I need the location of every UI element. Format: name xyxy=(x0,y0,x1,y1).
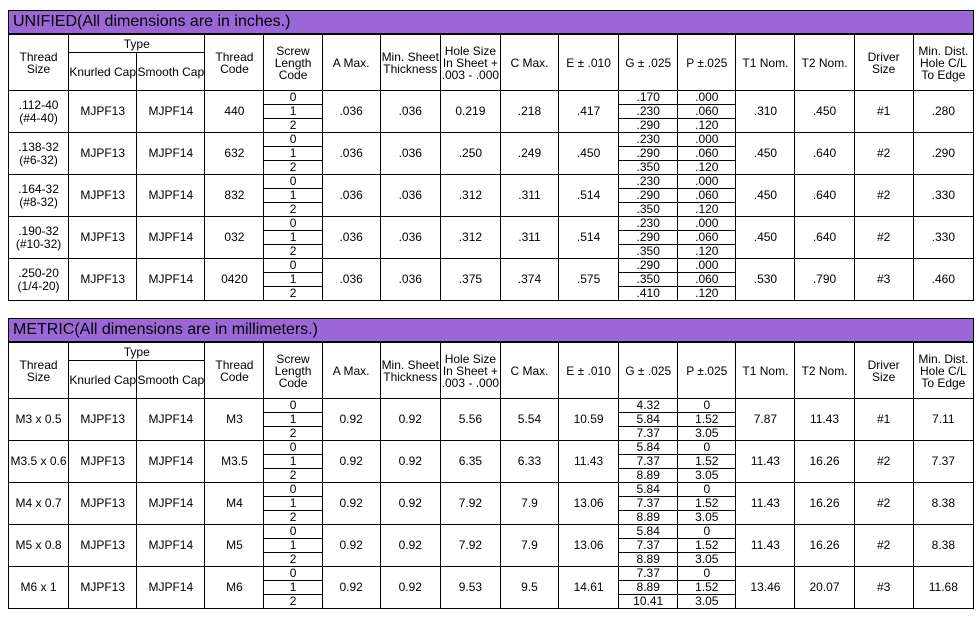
knurled-cap-header: Knurled Cap xyxy=(69,53,137,91)
e-cell: 13.06 xyxy=(559,525,619,567)
min-sheet-thickness-header: Min. Sheet Thickness xyxy=(380,35,440,91)
thread-size-cell: .138-32 (#6-32) xyxy=(9,133,69,175)
g-cell: .410 xyxy=(619,287,678,301)
t2-nom-header: T2 Nom. xyxy=(795,35,854,91)
p-cell: .060 xyxy=(678,147,736,161)
metric-body xyxy=(9,399,974,609)
thread-size-cell: M6 x 1 xyxy=(9,567,69,609)
c-max-cell: 7.9 xyxy=(500,525,558,567)
screw-length-code-cell: 1 xyxy=(264,231,322,245)
c-max-header: C Max. xyxy=(500,35,558,91)
thread-size-header: Thread Size xyxy=(9,343,69,399)
knurled-cap-cell: MJPF13 xyxy=(69,483,137,525)
a-max-cell: 0.92 xyxy=(322,567,380,609)
c-max-cell: .311 xyxy=(500,217,558,259)
p-cell: .000 xyxy=(678,133,736,147)
screw-length-code-cell: 1 xyxy=(264,273,322,287)
hole-size-cell: 0.219 xyxy=(440,91,500,133)
p-cell: .120 xyxy=(678,245,736,259)
table-row xyxy=(9,399,974,413)
min-sheet-thickness-cell: .036 xyxy=(380,91,440,133)
t1-nom-header: T1 Nom. xyxy=(736,35,795,91)
min-dist-cell: 8.38 xyxy=(913,483,973,525)
screw-length-code-cell: 1 xyxy=(264,539,322,553)
type-header: Type xyxy=(69,35,205,53)
driver-size-cell: #2 xyxy=(854,175,913,217)
table-header xyxy=(9,343,974,399)
screw-length-code-cell: 0 xyxy=(264,525,322,539)
t2-nom-cell: 16.26 xyxy=(795,483,854,525)
g-cell: .350 xyxy=(619,245,678,259)
screw-length-code-header: Screw Length Code xyxy=(264,35,322,91)
knurled-cap-cell: MJPF13 xyxy=(69,441,137,483)
p-cell: 1.52 xyxy=(678,455,736,469)
screw-length-code-cell: 0 xyxy=(264,259,322,273)
driver-size-cell: #2 xyxy=(854,217,913,259)
table-row xyxy=(9,217,974,231)
knurled-cap-cell: MJPF13 xyxy=(69,217,137,259)
t2-nom-cell: 16.26 xyxy=(795,525,854,567)
min-dist-cell: 7.37 xyxy=(913,441,973,483)
thread-size-cell: M3 x 0.5 xyxy=(9,399,69,441)
p-cell: 3.05 xyxy=(678,427,736,441)
t2-nom-header: T2 Nom. xyxy=(795,343,854,399)
hole-size-header: Hole Size In Sheet + .003 - .000 xyxy=(440,343,500,399)
min-sheet-thickness-cell: 0.92 xyxy=(380,483,440,525)
type-header: Type xyxy=(69,343,205,361)
c-max-cell: 5.54 xyxy=(500,399,558,441)
a-max-cell: 0.92 xyxy=(322,483,380,525)
screw-length-code-cell: 2 xyxy=(264,119,322,133)
p-cell: 1.52 xyxy=(678,497,736,511)
p-cell: .060 xyxy=(678,105,736,119)
min-dist-cell: 8.38 xyxy=(913,525,973,567)
g-cell: .230 xyxy=(619,105,678,119)
g-cell: 7.37 xyxy=(619,497,678,511)
min-sheet-thickness-cell: 0.92 xyxy=(380,441,440,483)
g-cell: 8.89 xyxy=(619,511,678,525)
min-dist-cell: .280 xyxy=(913,91,973,133)
smooth-cap-cell: MJPF14 xyxy=(137,399,205,441)
table-row xyxy=(9,175,974,189)
thread-code-cell: 440 xyxy=(205,91,264,133)
driver-size-cell: #3 xyxy=(854,259,913,301)
screw-length-code-header: Screw Length Code xyxy=(264,343,322,399)
thread-size-cell: .164-32 (#8-32) xyxy=(9,175,69,217)
hole-size-cell: 5.56 xyxy=(440,399,500,441)
e-cell: .575 xyxy=(559,259,619,301)
knurled-cap-cell: MJPF13 xyxy=(69,259,137,301)
driver-size-cell: #3 xyxy=(854,567,913,609)
p-cell: 0 xyxy=(678,525,736,539)
metric-title: METRIC(All dimensions are in millimeters.) xyxy=(8,318,974,342)
driver-size-cell: #1 xyxy=(854,91,913,133)
e-tolerance-header: E ± .010 xyxy=(559,35,619,91)
t2-nom-cell: .640 xyxy=(795,175,854,217)
hole-size-cell: 7.92 xyxy=(440,525,500,567)
g-cell: 8.89 xyxy=(619,469,678,483)
p-cell: .000 xyxy=(678,217,736,231)
a-max-header: A Max. xyxy=(322,343,380,399)
thread-size-cell: .112-40 (#4-40) xyxy=(9,91,69,133)
t1-nom-header: T1 Nom. xyxy=(736,343,795,399)
driver-size-cell: #2 xyxy=(854,441,913,483)
t1-nom-cell: 11.43 xyxy=(736,441,795,483)
thread-size-cell: M4 x 0.7 xyxy=(9,483,69,525)
min-sheet-thickness-cell: .036 xyxy=(380,259,440,301)
t1-nom-cell: .450 xyxy=(736,175,795,217)
min-sheet-thickness-header: Min. Sheet Thickness xyxy=(380,343,440,399)
p-cell: .120 xyxy=(678,161,736,175)
t2-nom-cell: 16.26 xyxy=(795,441,854,483)
t1-nom-cell: .450 xyxy=(736,217,795,259)
p-cell: .000 xyxy=(678,175,736,189)
screw-length-code-cell: 2 xyxy=(264,203,322,217)
thread-code-cell: M4 xyxy=(205,483,264,525)
screw-length-code-cell: 0 xyxy=(264,91,322,105)
g-cell: 5.84 xyxy=(619,413,678,427)
min-dist-cell: .330 xyxy=(913,217,973,259)
thread-code-cell: M3.5 xyxy=(205,441,264,483)
screw-length-code-cell: 1 xyxy=(264,455,322,469)
p-cell: .060 xyxy=(678,273,736,287)
e-cell: 14.61 xyxy=(559,567,619,609)
screw-length-code-cell: 2 xyxy=(264,245,322,259)
e-cell: 11.43 xyxy=(559,441,619,483)
knurled-cap-cell: MJPF13 xyxy=(69,91,137,133)
g-cell: 7.37 xyxy=(619,455,678,469)
min-dist-cell: .330 xyxy=(913,175,973,217)
table-row xyxy=(9,91,974,105)
e-tolerance-header: E ± .010 xyxy=(559,343,619,399)
p-cell: .120 xyxy=(678,119,736,133)
p-cell: .060 xyxy=(678,189,736,203)
g-cell: .290 xyxy=(619,231,678,245)
hole-size-cell: 7.92 xyxy=(440,483,500,525)
g-cell: 10.41 xyxy=(619,595,678,609)
unified-table xyxy=(8,34,974,301)
a-max-cell: .036 xyxy=(322,175,380,217)
t2-nom-cell: .450 xyxy=(795,91,854,133)
metric-table xyxy=(8,342,974,609)
c-max-header: C Max. xyxy=(500,343,558,399)
g-cell: .290 xyxy=(619,259,678,273)
p-tolerance-header: P ±.025 xyxy=(678,343,736,399)
table-row xyxy=(9,259,974,273)
g-cell: .350 xyxy=(619,273,678,287)
knurled-cap-cell: MJPF13 xyxy=(69,175,137,217)
e-cell: .450 xyxy=(559,133,619,175)
t2-nom-cell: 20.07 xyxy=(795,567,854,609)
thread-code-header: Thread Code xyxy=(205,35,264,91)
p-cell: 1.52 xyxy=(678,581,736,595)
g-tolerance-header: G ± .025 xyxy=(619,343,678,399)
g-cell: .230 xyxy=(619,133,678,147)
min-sheet-thickness-cell: 0.92 xyxy=(380,525,440,567)
a-max-cell: .036 xyxy=(322,91,380,133)
hole-size-cell: 9.53 xyxy=(440,567,500,609)
g-cell: .170 xyxy=(619,91,678,105)
g-cell: 7.37 xyxy=(619,539,678,553)
screw-length-code-cell: 0 xyxy=(264,441,322,455)
screw-length-code-cell: 1 xyxy=(264,581,322,595)
p-cell: 3.05 xyxy=(678,511,736,525)
a-max-cell: 0.92 xyxy=(322,399,380,441)
min-dist-cell: .460 xyxy=(913,259,973,301)
t1-nom-cell: .450 xyxy=(736,133,795,175)
screw-length-code-cell: 1 xyxy=(264,413,322,427)
smooth-cap-cell: MJPF14 xyxy=(137,133,205,175)
screw-length-code-cell: 2 xyxy=(264,469,322,483)
g-cell: .290 xyxy=(619,147,678,161)
a-max-cell: .036 xyxy=(322,259,380,301)
g-cell: .290 xyxy=(619,119,678,133)
t1-nom-cell: 13.46 xyxy=(736,567,795,609)
g-cell: 4.32 xyxy=(619,399,678,413)
c-max-cell: .311 xyxy=(500,175,558,217)
p-cell: 0 xyxy=(678,399,736,413)
e-cell: .417 xyxy=(559,91,619,133)
table-row xyxy=(9,133,974,147)
hole-size-cell: .312 xyxy=(440,175,500,217)
a-max-cell: .036 xyxy=(322,217,380,259)
thread-code-cell: M5 xyxy=(205,525,264,567)
screw-length-code-cell: 0 xyxy=(264,483,322,497)
screw-length-code-cell: 0 xyxy=(264,567,322,581)
p-cell: 1.52 xyxy=(678,539,736,553)
smooth-cap-cell: MJPF14 xyxy=(137,567,205,609)
g-cell: .350 xyxy=(619,203,678,217)
thread-size-cell: .250-20 (1/4-20) xyxy=(9,259,69,301)
screw-length-code-cell: 1 xyxy=(264,189,322,203)
metric-section xyxy=(8,318,974,609)
thread-code-cell: 0420 xyxy=(205,259,264,301)
g-cell: 5.84 xyxy=(619,525,678,539)
thread-code-cell: M3 xyxy=(205,399,264,441)
screw-length-code-cell: 2 xyxy=(264,511,322,525)
screw-length-code-cell: 1 xyxy=(264,105,322,119)
a-max-cell: .036 xyxy=(322,133,380,175)
screw-length-code-cell: 2 xyxy=(264,595,322,609)
p-cell: 3.05 xyxy=(678,553,736,567)
min-dist-cell: 7.11 xyxy=(913,399,973,441)
g-cell: 5.84 xyxy=(619,483,678,497)
p-cell: 3.05 xyxy=(678,595,736,609)
min-dist-cell: 11.68 xyxy=(913,567,973,609)
hole-size-cell: 6.35 xyxy=(440,441,500,483)
hole-size-cell: .312 xyxy=(440,217,500,259)
screw-length-code-cell: 1 xyxy=(264,497,322,511)
e-cell: .514 xyxy=(559,175,619,217)
screw-length-code-cell: 2 xyxy=(264,553,322,567)
min-dist-cell: .290 xyxy=(913,133,973,175)
g-cell: 7.37 xyxy=(619,427,678,441)
g-cell: 8.89 xyxy=(619,553,678,567)
hole-size-header: Hole Size In Sheet + .003 - .000 xyxy=(440,35,500,91)
knurled-cap-cell: MJPF13 xyxy=(69,567,137,609)
e-cell: 10.59 xyxy=(559,399,619,441)
knurled-cap-header: Knurled Cap xyxy=(69,361,137,399)
unified-body xyxy=(9,91,974,301)
p-cell: .000 xyxy=(678,259,736,273)
p-cell: 0 xyxy=(678,483,736,497)
c-max-cell: 7.9 xyxy=(500,483,558,525)
table-header xyxy=(9,35,974,91)
t2-nom-cell: 11.43 xyxy=(795,399,854,441)
p-cell: 1.52 xyxy=(678,413,736,427)
t1-nom-cell: 7.87 xyxy=(736,399,795,441)
driver-size-header: Driver Size xyxy=(854,343,913,399)
a-max-cell: 0.92 xyxy=(322,525,380,567)
c-max-cell: .249 xyxy=(500,133,558,175)
table-row xyxy=(9,567,974,581)
driver-size-cell: #1 xyxy=(854,399,913,441)
min-sheet-thickness-cell: 0.92 xyxy=(380,399,440,441)
p-cell: 0 xyxy=(678,567,736,581)
p-cell: 3.05 xyxy=(678,469,736,483)
p-cell: 0 xyxy=(678,441,736,455)
t1-nom-cell: 11.43 xyxy=(736,483,795,525)
driver-size-header: Driver Size xyxy=(854,35,913,91)
smooth-cap-cell: MJPF14 xyxy=(137,525,205,567)
screw-length-code-cell: 2 xyxy=(264,427,322,441)
screw-length-code-cell: 0 xyxy=(264,399,322,413)
thread-size-header: Thread Size xyxy=(9,35,69,91)
g-cell: .230 xyxy=(619,175,678,189)
min-sheet-thickness-cell: 0.92 xyxy=(380,567,440,609)
c-max-cell: .218 xyxy=(500,91,558,133)
t1-nom-cell: .530 xyxy=(736,259,795,301)
c-max-cell: .374 xyxy=(500,259,558,301)
g-cell: 7.37 xyxy=(619,567,678,581)
p-cell: .060 xyxy=(678,231,736,245)
hole-size-cell: .250 xyxy=(440,133,500,175)
p-tolerance-header: P ±.025 xyxy=(678,35,736,91)
screw-length-code-cell: 0 xyxy=(264,133,322,147)
screw-length-code-cell: 0 xyxy=(264,175,322,189)
knurled-cap-cell: MJPF13 xyxy=(69,525,137,567)
thread-code-cell: 832 xyxy=(205,175,264,217)
unified-section xyxy=(8,10,974,301)
min-dist-header: Min. Dist. Hole C/L To Edge xyxy=(913,35,973,91)
thread-size-cell: M3.5 x 0.6 xyxy=(9,441,69,483)
p-cell: .000 xyxy=(678,91,736,105)
t1-nom-cell: 11.43 xyxy=(736,525,795,567)
screw-length-code-cell: 0 xyxy=(264,217,322,231)
thread-code-cell: 632 xyxy=(205,133,264,175)
knurled-cap-cell: MJPF13 xyxy=(69,399,137,441)
smooth-cap-cell: MJPF14 xyxy=(137,175,205,217)
smooth-cap-cell: MJPF14 xyxy=(137,91,205,133)
g-cell: .230 xyxy=(619,217,678,231)
a-max-header: A Max. xyxy=(322,35,380,91)
t1-nom-cell: .310 xyxy=(736,91,795,133)
smooth-cap-cell: MJPF14 xyxy=(137,217,205,259)
min-sheet-thickness-cell: .036 xyxy=(380,175,440,217)
c-max-cell: 6.33 xyxy=(500,441,558,483)
thread-code-header: Thread Code xyxy=(205,343,264,399)
screw-length-code-cell: 2 xyxy=(264,287,322,301)
t2-nom-cell: .640 xyxy=(795,133,854,175)
t2-nom-cell: .640 xyxy=(795,217,854,259)
thread-code-cell: 032 xyxy=(205,217,264,259)
table-row xyxy=(9,525,974,539)
unified-title: UNIFIED(All dimensions are in inches.) xyxy=(8,10,974,34)
table-row xyxy=(9,483,974,497)
g-cell: 8.89 xyxy=(619,581,678,595)
smooth-cap-cell: MJPF14 xyxy=(137,259,205,301)
knurled-cap-cell: MJPF13 xyxy=(69,133,137,175)
t2-nom-cell: .790 xyxy=(795,259,854,301)
g-tolerance-header: G ± .025 xyxy=(619,35,678,91)
min-sheet-thickness-cell: .036 xyxy=(380,217,440,259)
g-cell: .350 xyxy=(619,161,678,175)
smooth-cap-header: Smooth Cap xyxy=(137,53,205,91)
a-max-cell: 0.92 xyxy=(322,441,380,483)
c-max-cell: 9.5 xyxy=(500,567,558,609)
driver-size-cell: #2 xyxy=(854,525,913,567)
g-cell: .290 xyxy=(619,189,678,203)
p-cell: .120 xyxy=(678,203,736,217)
e-cell: .514 xyxy=(559,217,619,259)
driver-size-cell: #2 xyxy=(854,133,913,175)
driver-size-cell: #2 xyxy=(854,483,913,525)
g-cell: 5.84 xyxy=(619,441,678,455)
p-cell: .120 xyxy=(678,287,736,301)
thread-code-cell: M6 xyxy=(205,567,264,609)
smooth-cap-header: Smooth Cap xyxy=(137,361,205,399)
table-row xyxy=(9,441,974,455)
thread-size-cell: M5 x 0.8 xyxy=(9,525,69,567)
thread-size-cell: .190-32 (#10-32) xyxy=(9,217,69,259)
hole-size-cell: .375 xyxy=(440,259,500,301)
min-dist-header: Min. Dist. Hole C/L To Edge xyxy=(913,343,973,399)
screw-length-code-cell: 1 xyxy=(264,147,322,161)
screw-length-code-cell: 2 xyxy=(264,161,322,175)
smooth-cap-cell: MJPF14 xyxy=(137,483,205,525)
smooth-cap-cell: MJPF14 xyxy=(137,441,205,483)
e-cell: 13.06 xyxy=(559,483,619,525)
min-sheet-thickness-cell: .036 xyxy=(380,133,440,175)
